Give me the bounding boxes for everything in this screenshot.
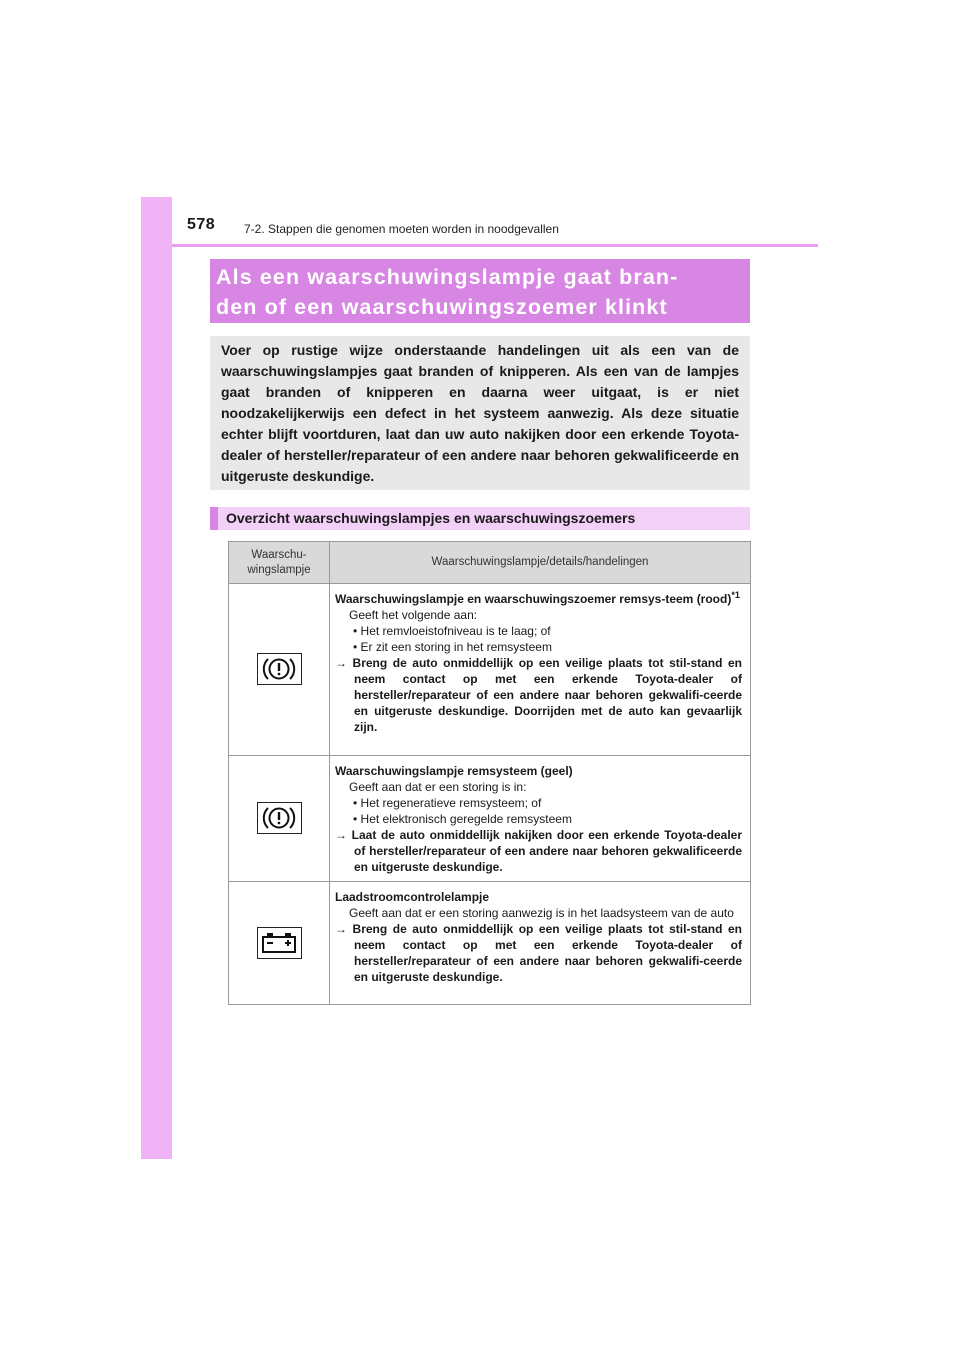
col-header-details: Waarschuwingslampje/details/handelingen: [330, 542, 751, 584]
table-row: [229, 756, 751, 882]
table-header-row: [229, 542, 751, 584]
list-item: • Het elektronisch geregelde remsysteem: [353, 812, 572, 826]
row-intro: Geeft het volgende aan:: [349, 608, 478, 622]
row-title: Waarschuwingslampje remsysteem (geel): [335, 764, 573, 778]
icon-cell: [229, 756, 330, 882]
table-row: [229, 882, 751, 1005]
warning-lights-table: [228, 541, 751, 1005]
row-details: [330, 584, 751, 756]
page-title-line-1: Als een waarschuwingslampje gaat bran-: [216, 265, 679, 289]
page-number: 578: [187, 216, 216, 233]
row-title: Waarschuwingslampje en waarschuwingszoemer remsys-teem (rood)$^{*1}$: [335, 590, 740, 606]
list-item: • Het regeneratieve remsysteem; of: [353, 796, 542, 810]
page-title: [210, 259, 750, 323]
row-title: Laadstroomcontrolelampje: [335, 890, 490, 904]
page-title-line-2: den of een waarschuwingszoemer klinkt: [216, 295, 668, 319]
list-item: • Het remvloeistofniveau is te laag; of: [353, 624, 551, 638]
intro-paragraph: Voer op rustige wijze onderstaande handelingen uit als een van de waarschuwingslampjes gaat branden of knipperen. Als een van de lampjes gaat branden of knipperen en daarna weer uitgaat, is er niet noodzakelijkerwijs een defect in het systeem aanwezig. Als deze situatie echter blijft voortduren, laat dan uw auto nakijken door een erkende Toyota-dealer of hersteller/reparateur of een andere naar behoren gekwalificeerde en uitgeruste deskundige.: [210, 336, 750, 490]
icon-cell: [229, 584, 330, 756]
row-intro: Geeft aan dat er een storing is in:: [349, 780, 527, 794]
row-details: [330, 756, 751, 882]
row-action: → Breng de auto onmiddellijk op een veilige plaats tot stil-stand en neem contact op met een erkende Toyota-dealer of hersteller/reparateur of een andere naar behoren gekwalifi-ceerde en uitgeruste deskundige. Doorrijden met de auto kan gevaarlijk zijn.: [335, 656, 742, 734]
list-item: • Er zit een storing in het remsysteem: [353, 640, 552, 654]
row-action: → Laat de auto onmiddellijk nakijken door een erkende Toyota-dealer of hersteller/reparateur of een andere naar behoren gekwalificeerde en uitgeruste deskundige.: [335, 828, 742, 874]
subheading: Overzicht waarschuwingslampjes en waarschuwingszoemers: [210, 507, 750, 530]
icon-cell: [229, 882, 330, 1005]
row-intro: Geeft aan dat er een storing aanwezig is in het laadsysteem van de auto: [349, 906, 734, 920]
brake-warning-icon: [257, 653, 302, 685]
footnote-ref: *1: [731, 590, 740, 600]
row-details: [330, 882, 751, 1005]
table-row: [229, 584, 751, 756]
header-rule: [172, 244, 818, 247]
section-heading: 7-2. Stappen die genomen moeten worden in noodgevallen: [244, 222, 559, 236]
col-header-light: Waarschu- wingslampje: [229, 542, 330, 584]
chapter-side-tab: [141, 197, 172, 1159]
brake-system-warning-icon: [257, 802, 302, 834]
battery-charge-icon: [257, 927, 302, 959]
row-action: → Breng de auto onmiddellijk op een veilige plaats tot stil-stand en neem contact op met een erkende Toyota-dealer of hersteller/reparateur of een andere naar behoren gekwalifi-ceerde en uitgeruste deskundige.: [335, 922, 742, 984]
